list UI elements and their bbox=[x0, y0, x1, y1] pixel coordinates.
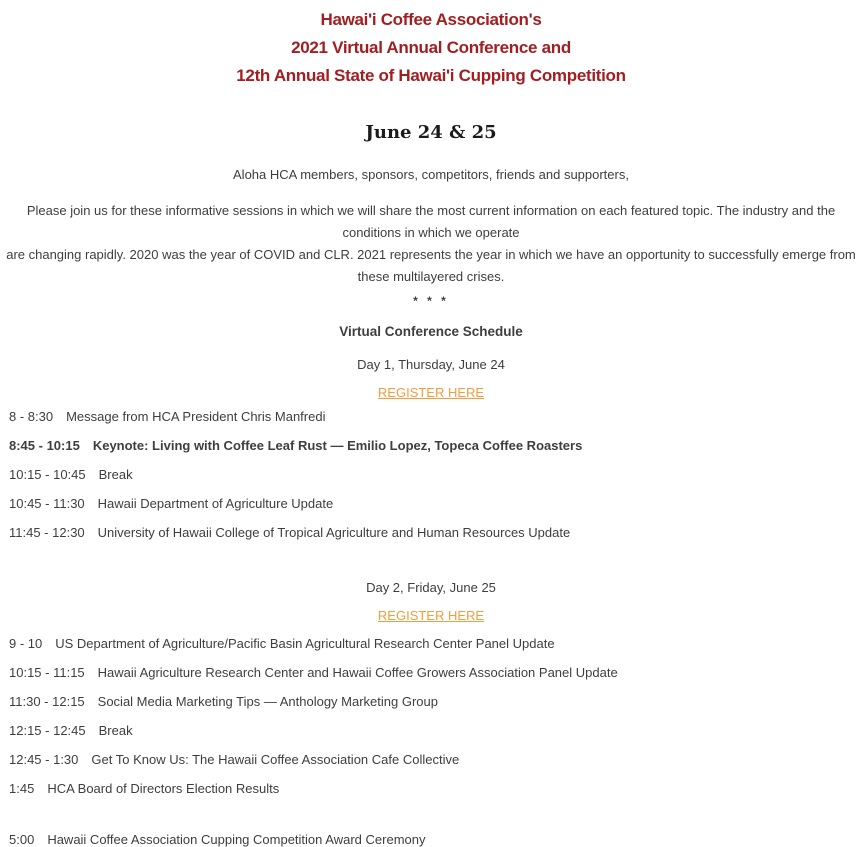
event-dates-heading: June 24 & 25 bbox=[365, 122, 497, 143]
day2-register-row bbox=[0, 609, 862, 623]
schedule-item bbox=[9, 695, 862, 709]
section-divider: * * * bbox=[413, 294, 449, 308]
schedule-item-time: 8:45 - 10:15 bbox=[9, 438, 80, 453]
schedule-item-desc: Hawaii Department of Agriculture Update bbox=[97, 496, 334, 511]
schedule-item-desc: Message from HCA President Chris Manfredi bbox=[66, 409, 326, 424]
schedule-item-time: 10:15 - 10:45 bbox=[9, 467, 86, 482]
schedule-item-desc: Break bbox=[98, 723, 133, 738]
schedule-item-desc: Hawaii Agriculture Research Center and Hawaii Coffee Growers Association Panel Update bbox=[97, 665, 618, 680]
schedule-item-time: 12:15 - 12:45 bbox=[9, 723, 86, 738]
schedule-item bbox=[9, 468, 862, 482]
schedule-item-time: 11:45 - 12:30 bbox=[9, 525, 85, 540]
schedule-item-desc: Break bbox=[98, 467, 133, 482]
schedule-item-time: 9 - 10 bbox=[9, 636, 43, 651]
schedule-item bbox=[9, 497, 862, 511]
schedule-title: Virtual Conference Schedule bbox=[339, 324, 523, 339]
schedule-item-time: 10:45 - 11:30 bbox=[9, 496, 85, 511]
schedule-item-desc: US Department of Agriculture/Pacific Basin Agricultural Research Center Panel Update bbox=[55, 636, 555, 651]
intro-paragraph bbox=[0, 200, 862, 288]
schedule-item-time: 12:45 - 1:30 bbox=[9, 752, 79, 767]
day2-heading: Day 2, Friday, June 25 bbox=[366, 580, 496, 595]
page-title-line-3: 12th Annual State of Hawai'i Cupping Competition bbox=[236, 66, 626, 85]
schedule-item-time: 8 - 8:30 bbox=[9, 409, 54, 424]
schedule-item-time: 5:00 bbox=[9, 832, 35, 847]
schedule-item-time: 1:45 bbox=[9, 781, 35, 796]
schedule-item-desc: Social Media Marketing Tips — Anthology Marketing Group bbox=[97, 694, 438, 709]
schedule-item bbox=[9, 724, 862, 738]
schedule-item-award-ceremony bbox=[9, 833, 862, 847]
schedule-item-keynote bbox=[9, 439, 862, 453]
schedule-item-desc: University of Hawaii College of Tropical Agriculture and Human Resources Update bbox=[97, 525, 571, 540]
schedule-item-desc: HCA Board of Directors Election Results bbox=[47, 781, 280, 796]
schedule-item-time: 11:30 - 12:15 bbox=[9, 694, 85, 709]
schedule-item bbox=[9, 526, 862, 540]
day2-register-link[interactable]: REGISTER HERE bbox=[377, 608, 485, 623]
schedule-item bbox=[9, 782, 862, 796]
schedule-item bbox=[9, 666, 862, 680]
day1-register-link[interactable]: REGISTER HERE bbox=[377, 385, 485, 400]
salutation-text: Aloha HCA members, sponsors, competitors, friends and supporters, bbox=[233, 167, 629, 182]
day2-schedule-list bbox=[0, 637, 862, 847]
page-title bbox=[0, 6, 862, 90]
day1-schedule-list bbox=[0, 410, 862, 540]
conference-announcement-page bbox=[0, 6, 862, 847]
page-title-line-1: Hawai'i Coffee Association's bbox=[320, 10, 542, 29]
intro-line-1: Please join us for these informative sessions in which we will share the most current information on each featured topic. The industry and the conditions in which we operate bbox=[26, 203, 836, 240]
day1-register-row bbox=[0, 386, 862, 400]
schedule-item bbox=[9, 410, 862, 424]
schedule-item-time: 10:15 - 11:15 bbox=[9, 665, 85, 680]
intro-line-2: are changing rapidly. 2020 was the year of COVID and CLR. 2021 represents the year in which we have an opportunity to successfully emerge from these multilayered crises. bbox=[6, 247, 856, 284]
page-title-line-2: 2021 Virtual Annual Conference and bbox=[291, 38, 571, 57]
schedule-item-desc: Get To Know Us: The Hawaii Coffee Association Cafe Collective bbox=[91, 752, 460, 767]
schedule-item bbox=[9, 637, 862, 651]
day1-heading: Day 1, Thursday, June 24 bbox=[357, 357, 505, 372]
schedule-item bbox=[9, 753, 862, 767]
schedule-item-desc: Keynote: Living with Coffee Leaf Rust — Emilio Lopez, Topeca Coffee Roasters bbox=[92, 438, 583, 453]
schedule-item-desc: Hawaii Coffee Association Cupping Competition Award Ceremony bbox=[47, 832, 426, 847]
